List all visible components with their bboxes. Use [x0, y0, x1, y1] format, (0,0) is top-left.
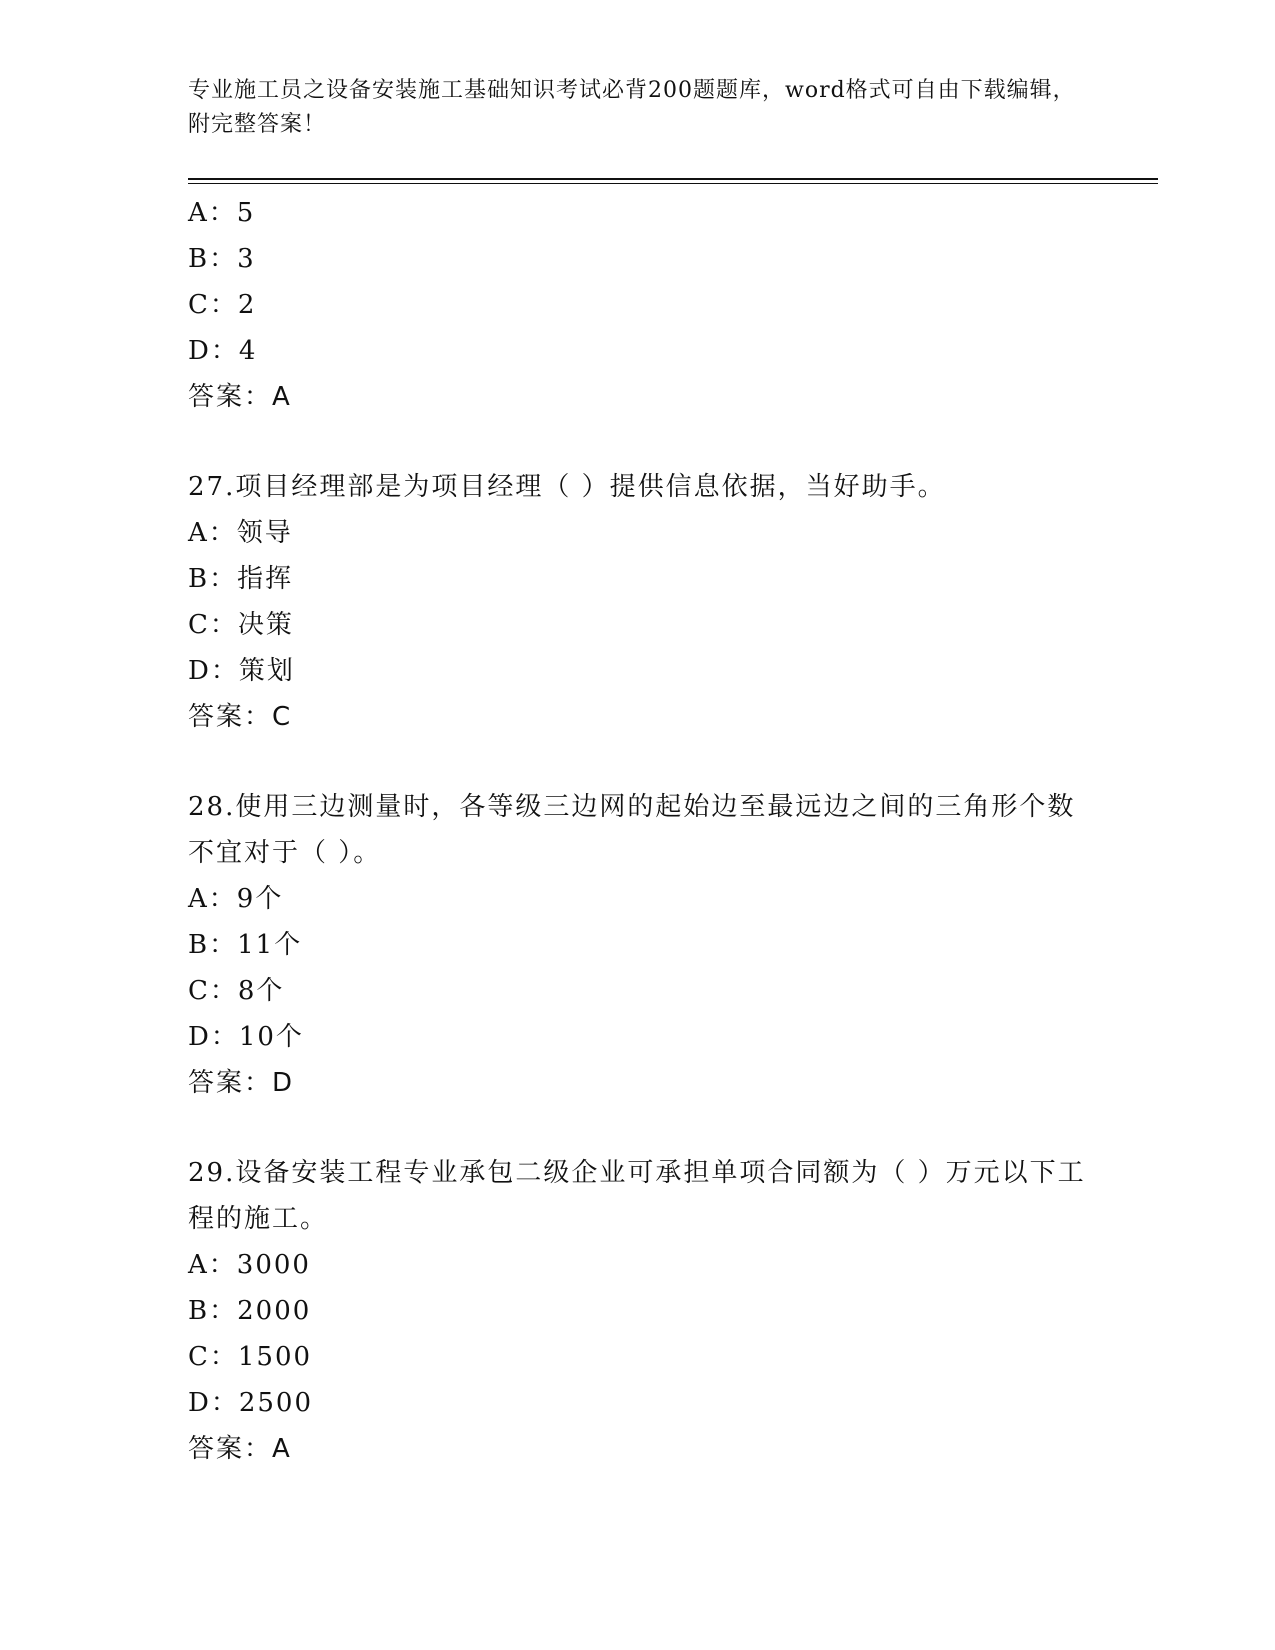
answer-line: 答案：A: [188, 1434, 292, 1464]
answer-line: 答案：A: [188, 382, 292, 412]
option-c: C：8个: [188, 976, 285, 1006]
option-a: A：3000: [188, 1250, 311, 1280]
option-d: D：2500: [188, 1388, 314, 1418]
answer-line: 答案：C: [188, 702, 293, 732]
question-block-28: [188, 784, 1158, 1106]
document-header-title: 专业施工员之设备安装施工基础知识考试必背200题题库，word格式可自由下载编辑，附完整答案！: [188, 78, 1076, 137]
question-block-27: [188, 464, 1158, 740]
question-stem: 29.设备安装工程专业承包二级企业可承担单项合同额为（ ）万元以下工程的施工。: [188, 1158, 1086, 1234]
question-block-29: [188, 1150, 1158, 1472]
option-c: C：决策: [188, 610, 294, 640]
option-b: B：11个: [188, 930, 303, 960]
question-stem: 27.项目经理部是为项目经理（ ）提供信息依据，当好助手。: [188, 472, 946, 502]
option-c: C：1500: [188, 1342, 313, 1372]
option-d: D：4: [188, 336, 258, 366]
option-a: A：5: [188, 198, 256, 228]
header-divider: [188, 178, 1158, 184]
option-c: C：2: [188, 290, 257, 320]
question-stem: 28.使用三边测量时，各等级三边网的起始边至最远边之间的三角形个数不宜对于（ ）。: [188, 792, 1076, 868]
question-block-26: [188, 190, 1158, 420]
option-b: B：指挥: [188, 564, 294, 594]
answer-line: 答案：D: [188, 1068, 295, 1098]
option-a: A：9个: [188, 884, 284, 914]
question-list: [188, 190, 1158, 1472]
option-b: B：2000: [188, 1296, 312, 1326]
option-b: B：3: [188, 244, 256, 274]
option-a: A：领导: [188, 518, 293, 548]
option-d: D：策划: [188, 656, 295, 686]
option-d: D：10个: [188, 1022, 304, 1052]
